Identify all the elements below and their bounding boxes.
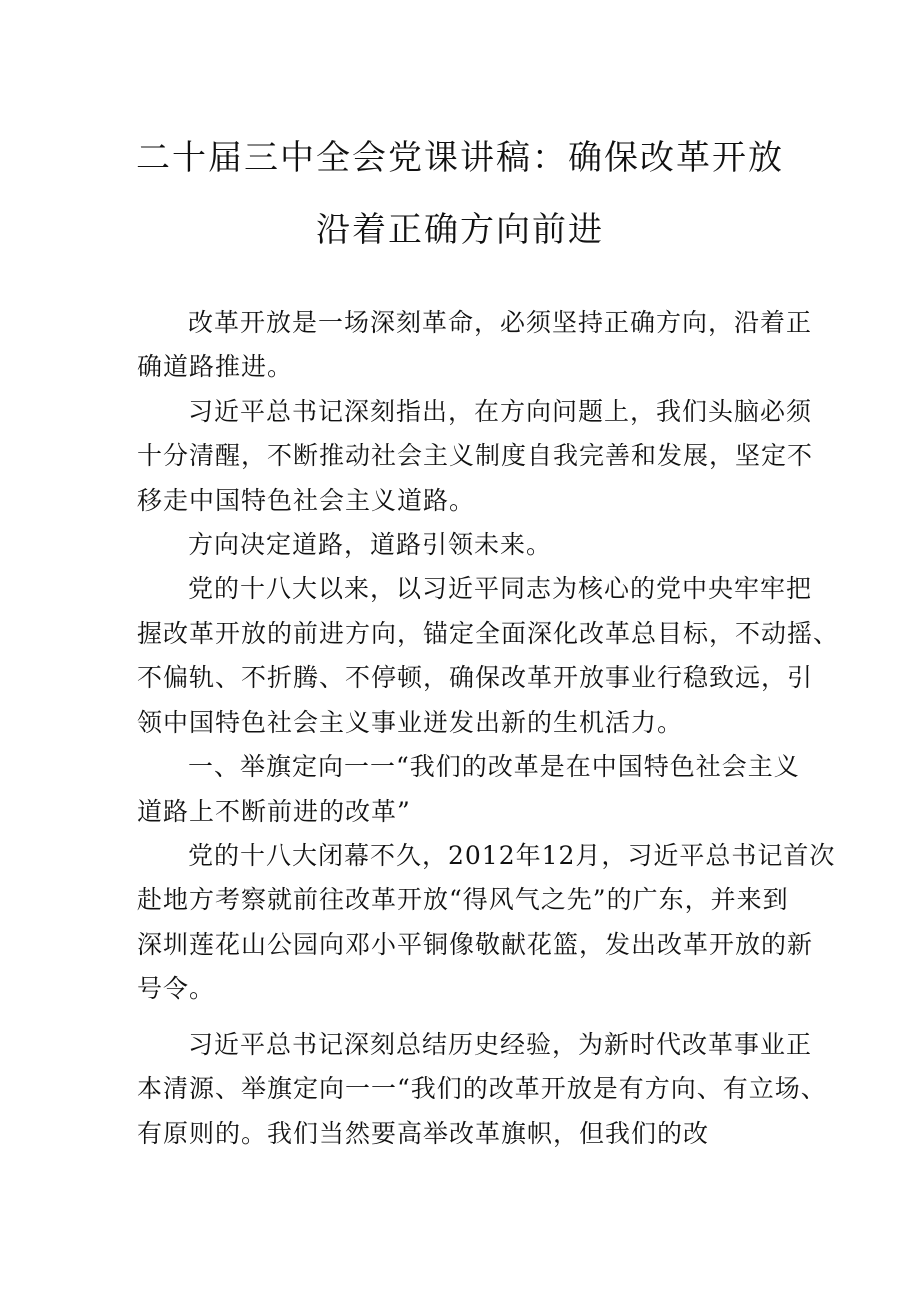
- body-line: 党的十八大以来，以习近平同志为核心的党中央牢牢把: [188, 574, 813, 603]
- section-heading-line: 道路上不断前进的改革”: [137, 797, 411, 826]
- body-line: 习近平总书记深刻总结历史经验，为新时代改革事业正: [188, 1030, 813, 1059]
- body-line: 不偏轨、不折腾、不停顿，确保改革开放事业行稳致远，引: [137, 663, 814, 692]
- body-line: 确道路推进。: [137, 352, 294, 381]
- body-line: 赴地方考察就前往改革开放“得风气之先”的广东，并来到: [137, 885, 789, 914]
- body-line: 号令。: [137, 974, 216, 1003]
- body-line: 党的十八大闭幕不久，2012年12月，习近平总书记首次: [188, 841, 836, 870]
- body-line: 有原则的。我们当然要高举改革旗帜，但我们的改: [137, 1119, 710, 1148]
- document-title-line-2: 沿着正确方向前进: [316, 210, 604, 250]
- body-line: 深圳莲花山公园向邓小平铜像敬献花篮，发出改革开放的新: [137, 930, 814, 959]
- body-line: 握改革开放的前进方向，锚定全面深化改革总目标，不动摇、: [137, 619, 840, 648]
- document-title-line-1: 二十届三中全会党课讲稿：确保改革开放: [136, 138, 784, 178]
- body-line: 改革开放是一场深刻革命，必须坚持正确方向，沿着正: [188, 308, 813, 337]
- body-line: 习近平总书记深刻指出，在方向问题上，我们头脑必须: [188, 397, 813, 426]
- body-line: 领中国特色社会主义事业迸发出新的生机活力。: [137, 708, 684, 737]
- body-line: 十分清醒，不断推动社会主义制度自我完善和发展，坚定不: [137, 441, 814, 470]
- body-line: 移走中国特色社会主义道路。: [137, 486, 476, 515]
- body-line: 本清源、举旗定向一一“我们的改革开放是有方向、有立场、: [137, 1074, 827, 1103]
- body-line: 方向决定道路，道路引领未来。: [188, 530, 553, 559]
- section-heading-line: 一、举旗定向一一“我们的改革是在中国特色社会主义: [188, 752, 800, 781]
